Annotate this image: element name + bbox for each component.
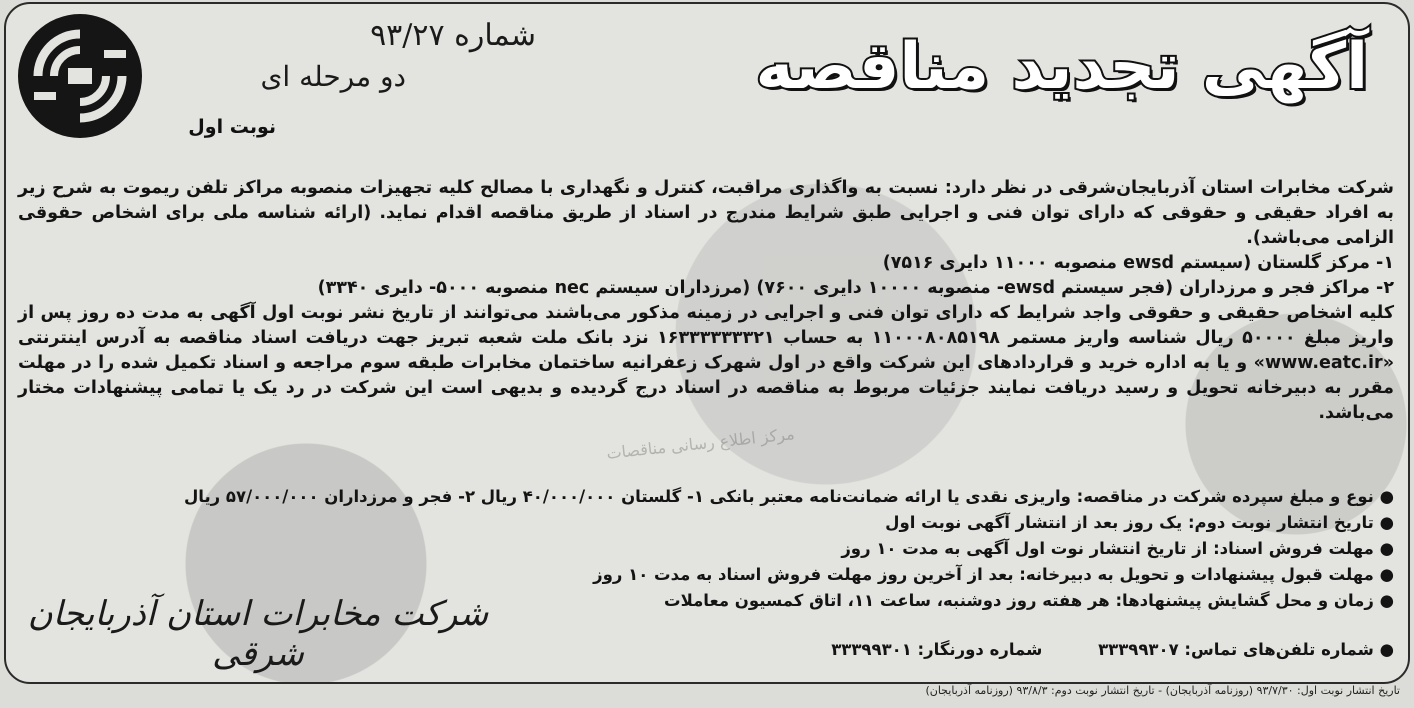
notice-title: آگهی تجدید مناقصه: [755, 30, 1368, 104]
contact-line: [344, 640, 1394, 659]
publication-dates-footer: تاریخ انتشار نوبت اول: ۹۳/۷/۳۰ (روزنامه آذربایجان) - تاریخ انتشار نوبت دوم: ۹۳/۸/۳ (روزنامه آذربایجان): [925, 684, 1400, 697]
list-item: ● مهلت قبول پیشنهادات و تحویل به دبیرخانه: بعد از آخرین روز مهلت فروش اسناد به مدت ۱۰ روز: [593, 565, 1394, 584]
conditions-paragraph: کلیه اشخاص حقیقی و حقوقی واجد شرایط که دارای توان فنی و اجرایی در زمینه مذکور می‌باشند می‌توانند از تاریخ نشر نوبت اول آگهی به مدت ده روز پس از واریز مبلغ ۵۰۰۰۰ ریال شناسه واریز مستمر ۱۱۰۰۰۸۰۸۵۱۹۸ به حساب ۱۶۳۳۳۳۳۳۳۲۱ نزد بانک ملت شعبه تبریز جهت دریافت اسناد مناقصه به آدرس اینترنتی «www.eatc.ir» و یا به اداره خرید و قراردادهای این شرکت واقع در اول شهرک زعفرانیه ساختمان مخابرات طبقه سوم مراجعه و اسناد تکمیل شده را در مهلت مقرر به دبیرخانه تحویل و رسید دریافت نمایند جزئیات مربوط به مناقصه در اسناد درج گردیده و بدیهی است این شرکت در رد یک یا تمامی پیشنهادات مختار می‌باشد.: [18, 303, 1394, 423]
fax-number: شماره دورنگار: ۳۳۳۹۹۳۰۱: [831, 640, 1043, 659]
list-item: ● مهلت فروش اسناد: از تاریخ انتشار نوت اول آگهی به مدت ۱۰ روز: [841, 539, 1394, 558]
list-item: ● زمان و محل گشایش پیشنهادها: هر هفته روز دوشنبه، ساعت ۱۱، اتاق کمسیون معاملات: [663, 591, 1394, 610]
notice-body: [18, 176, 1394, 426]
telecom-logo-icon: [16, 12, 144, 140]
intro-paragraph: شرکت مخابرات استان آذربایجان‌شرقی در نظر دارد: نسبت به واگذاری مراقبت، کنترل و نگهداری با مصالح کلیه تجهیزات منصوبه مراکز تلفن ریموت به شرح زیر به افراد حقیقی و حقوقی که دارای توان فنی و اجرایی طبق شرایط مندرج در اسناد از طریق مناقصه اقدام نماید. (ارائه شناسه ملی برای اشخاص حقوقی الزامی می‌باشد).: [18, 178, 1394, 248]
center-item-2: ۲- مراکز فجر و مرزداران (فجر سیستم ewsd- منصوبه ۱۰۰۰۰ دایری ۷۶۰۰) (مرزداران سیستم nec منصوبه ۵۰۰۰- دایری ۳۳۴۰): [317, 278, 1394, 298]
list-item: ● تاریخ انتشار نوبت دوم: یک روز بعد از انتشار آگهی نوبت اول: [885, 513, 1394, 532]
publication-round: نوبت اول: [188, 116, 276, 138]
tender-number: شماره ۹۳/۲۷: [370, 18, 536, 53]
phone-numbers: ● شماره تلفن‌های تماس: ۳۳۳۹۹۳۰۷: [1098, 640, 1394, 659]
center-item-1: ۱- مرکز گلستان (سیستم ewsd منصوبه ۱۱۰۰۰ دایری ۷۵۱۶): [882, 253, 1394, 273]
list-item: ● نوع و مبلغ سپرده شرکت در مناقصه: واریزی نقدی یا ارائه ضمانت‌نامه معتبر بانکی ۱- گلستان ۴۰/۰۰۰/۰۰۰ ریال ۲- فجر و مرزداران ۵۷/۰۰۰/۰۰۰ ریال: [183, 487, 1394, 506]
watermark-text: مرکز اطلاع رسانی مناقصات: [605, 424, 796, 463]
notice-frame: [4, 2, 1410, 684]
tender-stage: دو مرحله ای: [260, 60, 406, 93]
company-signature: شرکت مخابرات استان آذربایجان شرقی: [27, 594, 489, 674]
